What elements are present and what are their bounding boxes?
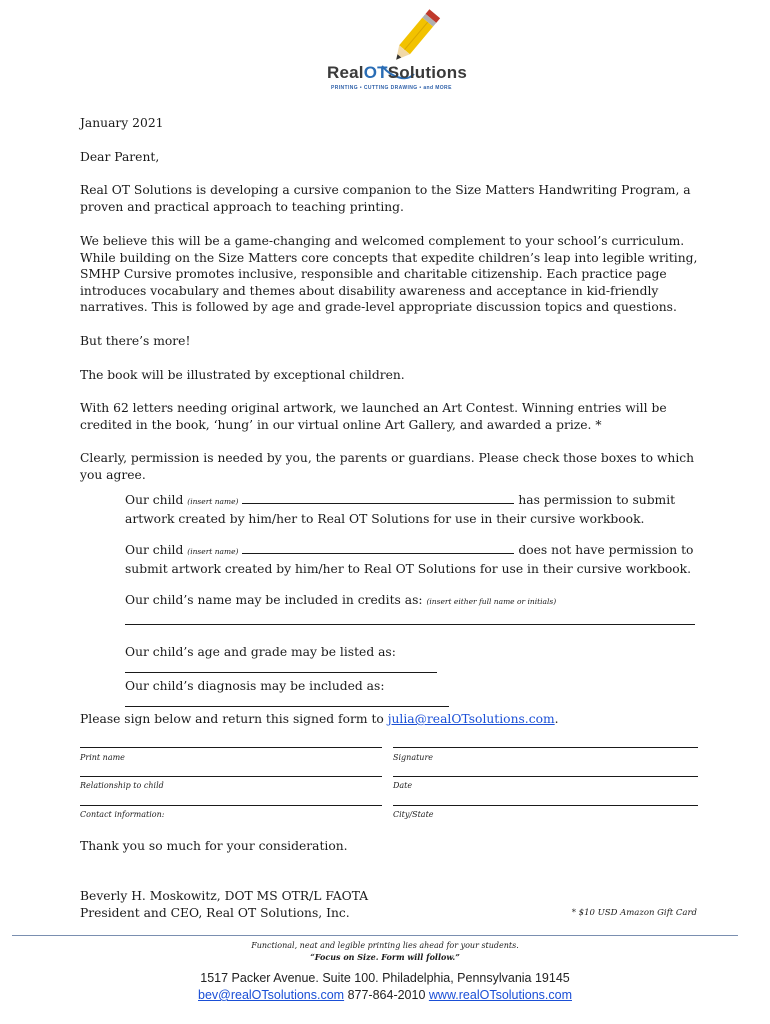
print-name-label: Print name: [80, 753, 125, 762]
footer-tagline: Functional, neat and legible printing lies ahead for your students.: [251, 941, 519, 950]
paragraph-curriculum: We believe this will be a game-changing and welcomed complement to your school’s curriculum. While building on the Size Matters core concepts that expedite children’s leap into legible writing, SMHP Cursive promotes inclusive, responsible and charitable citizenship. Each practice page introduces vocabulary and themes about disability awareness and acceptance in kid-friendly narratives. This is followed by age and grade-level appropriate discussion topics and questions.: [80, 234, 698, 314]
email-link[interactable]: julia@realOTsolutions.com: [387, 712, 555, 726]
date-field[interactable]: [393, 776, 698, 777]
footer-phone: 877-864-2010: [344, 988, 429, 1002]
paragraph-permission: Clearly, permission is needed by you, the parents or guardians. Please check those boxes to which you agree.: [80, 451, 695, 482]
city-state-field[interactable]: [393, 805, 698, 806]
insert-name-hint: (insert name): [187, 497, 239, 506]
return-text: Please sign below and return this signed form to: [80, 712, 388, 726]
permission-option-yes: [125, 492, 705, 527]
option-label: Our child: [125, 543, 184, 557]
salutation: Dear Parent,: [80, 150, 160, 164]
signer-title: President and CEO, Real OT Solutions, Inc.: [80, 906, 350, 920]
footer-email-link[interactable]: bev@realOTsolutions.com: [198, 988, 345, 1002]
credits-field[interactable]: [125, 624, 695, 625]
option-label: submit artwork created by him/her to Real OT Solutions for use in their cursive workbook.: [125, 561, 691, 576]
paragraph-more: But there’s more!: [80, 334, 191, 348]
thank-you-text: Thank you so much for your consideration.: [80, 839, 348, 853]
contact-label: Contact information:: [80, 810, 165, 819]
relationship-label: Relationship to child: [80, 781, 164, 790]
paragraph-intro: Real OT Solutions is developing a cursive companion to the Size Matters Handwriting Program, a proven and practical approach to teaching printing.: [80, 183, 691, 214]
footer-website-link[interactable]: www.realOTsolutions.com: [428, 988, 572, 1002]
diagnosis-label: Our child’s diagnosis may be included as:: [125, 679, 385, 693]
date-label: Date: [393, 781, 413, 790]
diagnosis-option: [125, 678, 705, 711]
logo-tagline: PRINTING • CUTTING DRAWING • and MORE: [331, 85, 452, 91]
return-instructions: [80, 711, 702, 728]
age-grade-option: [125, 644, 705, 677]
child-name-field[interactable]: [242, 542, 514, 554]
age-grade-field[interactable]: [125, 661, 437, 673]
footer-divider: [12, 935, 738, 936]
paragraph-contest: With 62 letters needing original artwork, we launched an Art Contest. Winning entries will be credited in the book, ‘hung’ in our virtual online Art Gallery, and awarded a prize. *: [80, 401, 667, 432]
insert-name-hint: (insert name): [187, 547, 239, 556]
return-text: .: [554, 712, 559, 726]
child-name-field[interactable]: [242, 492, 514, 504]
letter-date: January 2021: [80, 116, 164, 130]
age-grade-label: Our child’s age and grade may be listed as:: [125, 645, 396, 659]
option-label: has permission to submit: [518, 493, 676, 507]
option-label: artwork created by him/her to Real OT Solutions for use in their cursive workbook.: [125, 511, 645, 526]
signature-label: Signature: [393, 753, 434, 762]
logo-wordmark: RealOTSolutions: [327, 63, 467, 82]
option-label: Our child: [125, 493, 184, 507]
permission-option-no: [125, 542, 705, 577]
option-label: does not have permission to: [518, 543, 694, 557]
gift-card-note: * $10 USD Amazon Gift Card: [571, 908, 697, 918]
diagnosis-field[interactable]: [125, 695, 449, 707]
footer-motto: “Focus on Size. Form will follow.”: [310, 952, 460, 962]
paragraph-illustrated: The book will be illustrated by exceptional children.: [80, 368, 405, 382]
signature-field[interactable]: [393, 747, 698, 748]
credits-hint: (insert either full name or initials): [426, 597, 557, 606]
relationship-field[interactable]: [80, 776, 382, 777]
print-name-field[interactable]: [80, 747, 382, 748]
credits-option: [125, 592, 705, 611]
contact-field[interactable]: [80, 805, 382, 806]
credits-label: Our child’s name may be included in credits as:: [125, 593, 423, 607]
city-state-label: City/State: [393, 810, 434, 819]
footer-contact: [0, 988, 770, 1002]
footer-address: 1517 Packer Avenue. Suite 100. Philadelphia, Pennsylvania 19145: [200, 971, 570, 985]
signer-name: Beverly H. Moskowitz, DOT MS OTR/L FAOTA: [80, 889, 369, 903]
